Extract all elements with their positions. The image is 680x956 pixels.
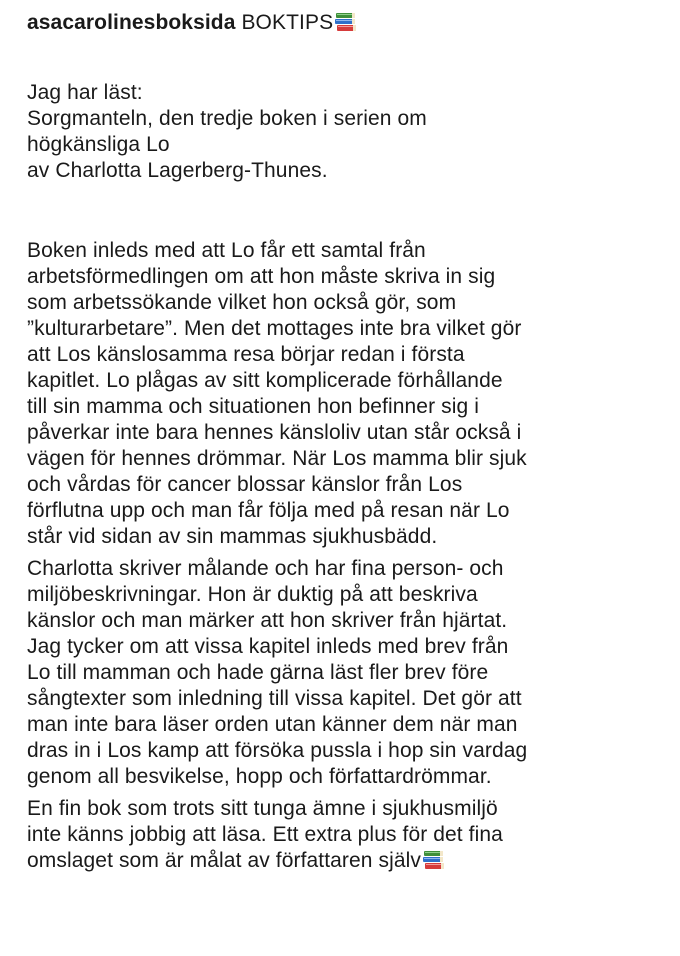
intro-line: högkänsliga Lo [27, 133, 170, 156]
caption-header [27, 8, 656, 38]
paragraph-line: Boken inleds med att Lo får ett samtal från [27, 239, 426, 262]
paragraph-line: Charlotta skriver målande och har fina person- och [27, 557, 504, 580]
caption-tag: BOKTIPS [241, 11, 334, 34]
review-paragraph-2 [27, 556, 656, 790]
paragraph-line: känslor och man märker att hon skriver från hjärtat. [27, 609, 508, 632]
intro-block [27, 80, 656, 184]
paragraph-line: att Los känslosamma resa börjar redan i första [27, 343, 465, 366]
paragraph-line: Jag tycker om att vissa kapitel inleds med brev från [27, 635, 509, 658]
paragraph-line: En fin bok som trots sitt tunga ämne i sjukhusmiljö [27, 797, 498, 820]
paragraph-line: Lo till mamman och hade gärna läst fler brev före [27, 661, 489, 684]
username-link[interactable]: asacarolinesboksida [27, 11, 236, 34]
paragraph-line: vägen för hennes drömmar. När Los mamma blir sjuk [27, 447, 527, 470]
paragraph-line: arbetsförmedlingen om att hon måste skriva in sig [27, 265, 496, 288]
intro-line: Sorgmanteln, den tredje boken i serien om [27, 107, 427, 130]
books-icon [422, 850, 446, 870]
intro-line: Jag har läst: [27, 81, 143, 104]
paragraph-line: dras in i Los kamp att försöka pussla i hop sin vardag [27, 739, 528, 762]
paragraph-line: inte känns jobbig att läsa. Ett extra plus för det fina [27, 823, 503, 846]
paragraph-line: genom all besvikelse, hopp och författardrömmar. [27, 765, 492, 788]
paragraph-line: förflutna upp och man får följa med på resan när Lo [27, 499, 510, 522]
review-paragraph-1 [27, 238, 656, 550]
paragraph-line: står vid sidan av sin mammas sjukhusbädd. [27, 525, 438, 548]
paragraph-line: man inte bara läser orden utan känner dem när man [27, 713, 518, 736]
paragraph-line: ”kulturarbetare”. Men det mottages inte bra vilket gör [27, 317, 522, 340]
paragraph-line: sångtexter som inledning till vissa kapitel. Det gör att [27, 687, 522, 710]
paragraph-line: och vårdas för cancer blossar känslor från Los [27, 473, 463, 496]
books-icon [334, 12, 358, 32]
paragraph-line-text: omslaget som är målat av författaren själv [27, 849, 422, 872]
paragraph-line: som arbetssökande vilket hon också gör, som [27, 291, 457, 314]
intro-line: av Charlotta Lagerberg-Thunes. [27, 159, 328, 182]
review-paragraph-3 [27, 796, 656, 874]
paragraph-line: till sin mamma och situationen hon befinner sig i [27, 395, 479, 418]
paragraph-line: kapitlet. Lo plågas av sitt komplicerade förhållande [27, 369, 503, 392]
paragraph-line: miljöbeskrivningar. Hon är duktig på att beskriva [27, 583, 478, 606]
paragraph-line: påverkar inte bara hennes känsloliv utan står också i [27, 421, 522, 444]
paragraph-last-line [27, 848, 656, 874]
